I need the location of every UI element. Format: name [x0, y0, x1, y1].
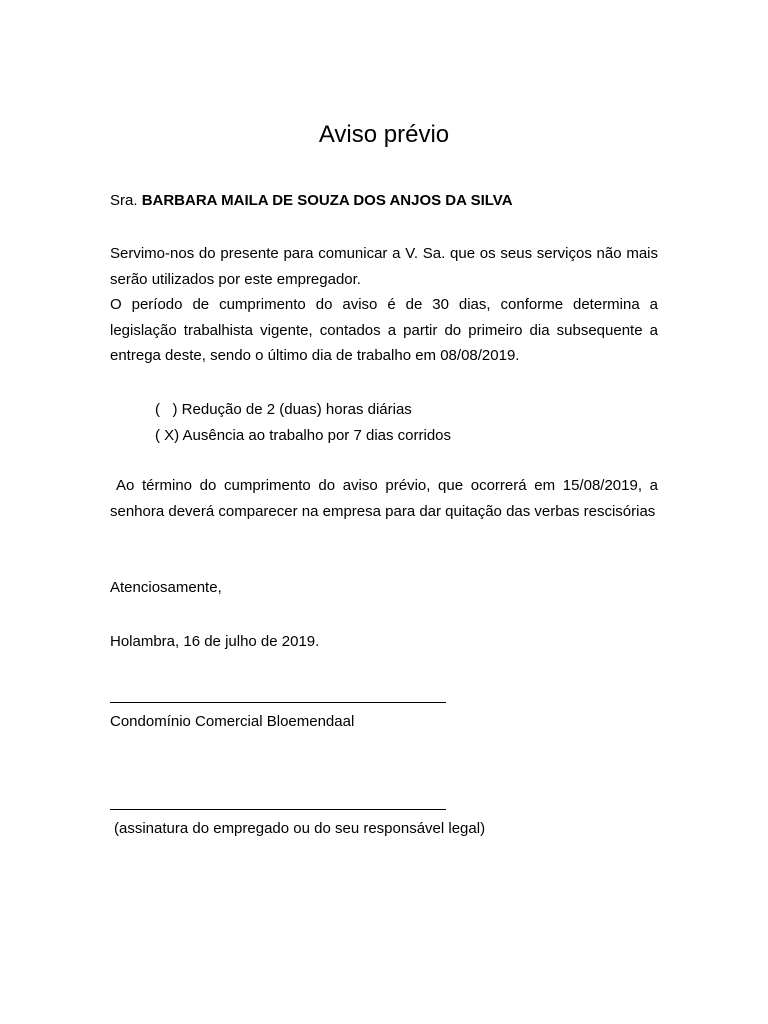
- option-reduction-mark: ( ): [155, 401, 178, 418]
- option-reduction: [155, 397, 655, 423]
- option-absence: [155, 423, 655, 449]
- employer-signature-line: [110, 702, 446, 703]
- recipient-line: [110, 188, 658, 214]
- closing-salutation: Atenciosamente,: [110, 579, 222, 596]
- paragraph-termination-text: Ao término do cumprimento do aviso prévio, que ocorrerá em 15/08/2019, a senhora deverá comparecer na empresa para dar quitação das verbas rescisórias: [110, 477, 658, 520]
- paragraph-notice-period: O período de cumprimento do aviso é de 30 dias, conforme determina a legislação trabalhista vigente, contados a partir do primeiro dia subsequente a entrega deste, sendo o último dia de trabalho em 08/08/2019.: [110, 296, 658, 364]
- paragraph-termination: [110, 473, 658, 524]
- recipient-name: BARBARA MAILA DE SOUZA DOS ANJOS DA SILVA: [141, 192, 513, 209]
- option-absence-mark: ( X): [155, 427, 180, 444]
- employee-signature-label: (assinatura do empregado ou do seu responsável legal): [114, 820, 486, 837]
- body-text: [110, 241, 658, 369]
- employer-signature-label: Condomínio Comercial Bloemendaal: [110, 713, 355, 730]
- option-reduction-label: Redução de 2 (duas) horas diárias: [181, 401, 412, 418]
- recipient-prefix: Sra.: [110, 192, 138, 209]
- employee-signature-line: [110, 809, 446, 810]
- paragraph-dismissal: Servimo-nos do presente para comunicar a V. Sa. que os seus serviços não mais serão utilizados por este empregador.: [110, 245, 658, 288]
- document-title: Aviso prévio: [318, 121, 450, 148]
- option-absence-label: Ausência ao trabalho por 7 dias corridos: [182, 427, 452, 444]
- place-and-date: Holambra, 16 de julho de 2019.: [110, 633, 320, 650]
